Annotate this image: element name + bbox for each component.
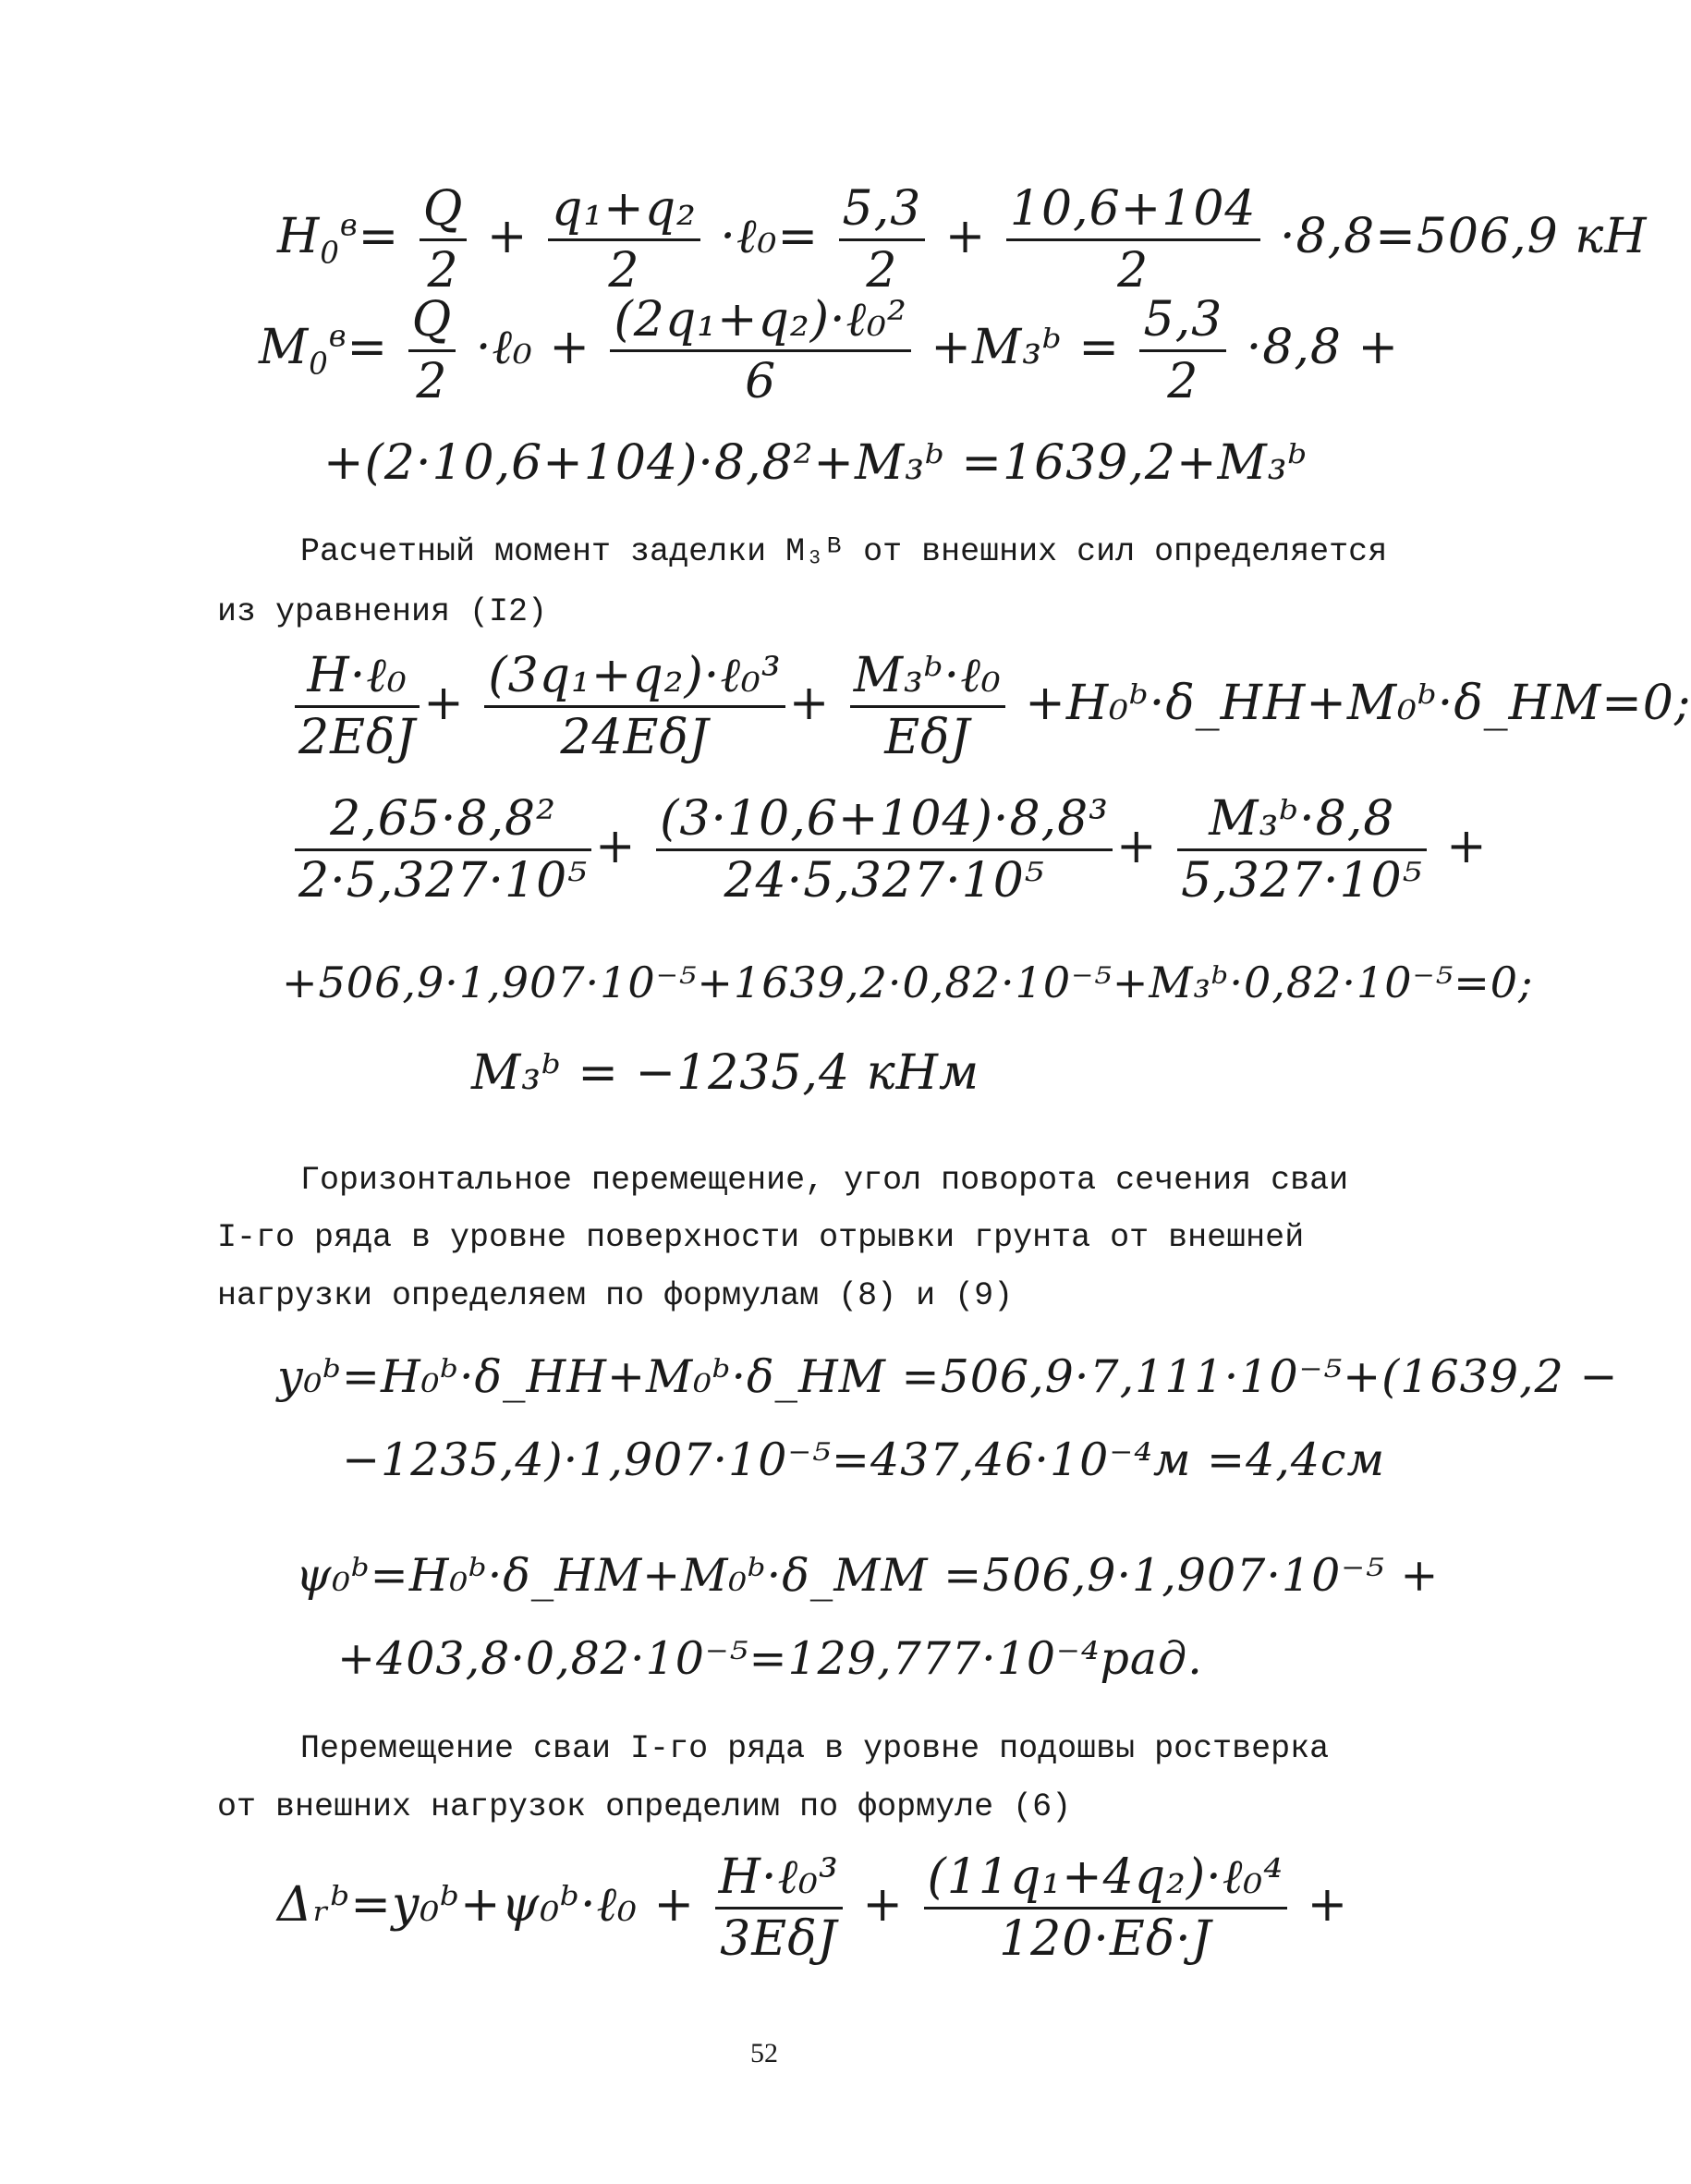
fraction: $\frac{5,3}{2}$ (1139, 296, 1226, 406)
formula-m0: $M_0^в=$ $\frac{Q}{2}$ ·ℓ₀ + $\frac{\text{(2q₁+q₂)·ℓ₀²}}{6}$ +M₃ᵇ = $\frac{5,3}{2}$ ·8,8 + (259, 292, 1400, 409)
fraction: $\frac{10,6+104}{2}$ (1006, 185, 1260, 295)
formula-psi0-line2: +403,8·0,82·10⁻⁵=129,777·10⁻⁴рад. (337, 1632, 1203, 1685)
paragraph-line: Перемещение сваи I-го ряда в уровне подошвы ростверка (300, 1730, 1330, 1767)
fraction: $\frac{\text{(3·10,6+104)·8,8³}}{\text{24·5,327·10⁵}}$ (656, 795, 1113, 905)
paragraph-line: Расчетный момент заделки M₃ᴮ от внешних сил определяется (300, 533, 1388, 570)
formula-m0-line2: +(2·10,6+104)·8,8²+M₃ᵇ =1639,2+M₃ᵇ (323, 435, 1308, 491)
paragraph-line: от внешних нагрузок определим по формуле (6) (217, 1788, 1072, 1825)
formula-h0: $H_0^в=$ $\frac{Q}{2}$ + $\frac{\text{q₁+q₂}}{2}$ ·ℓ₀= $\frac{5,3}{2}$ + $\frac{10,6+104}{2}$ ·8,8=506,9 кН (277, 181, 1648, 299)
fraction: $\frac{Q}{2}$ (420, 185, 468, 295)
fraction: $\frac{5,3}{2}$ (839, 185, 926, 295)
formula-eq12-numeric: $\frac{\text{2,65·8,8²}}{\text{2·5,327·10⁵}}$ + $\frac{\text{(3·10,6+104)·8,8³}}{\text{24·5,327·10⁵}}$ + $\frac{\text{M₃ᵇ·8,8}}{\text{5,327·10⁵}}$ + (291, 795, 1488, 905)
fraction: $\frac{\text{(11q₁+4q₂)·ℓ₀⁴}}{120\cdot E\delta\cdot J}$ (924, 1853, 1288, 1963)
formula-y0-line2: −1235,4)·1,907·10⁻⁵=437,46·10⁻⁴м =4,4см (342, 1434, 1386, 1486)
formula-delta: Δᵣᵇ=y₀ᵇ+ψ₀ᵇ·ℓ₀ + $\frac{\text{H·ℓ₀³}}{\text{3EδJ}}$ + $\frac{\text{(11q₁+4q₂)·ℓ₀⁴}}{120\cdot E\delta\cdot J}$ + (277, 1849, 1349, 1967)
paragraph-line: из уравнения (I2) (217, 593, 548, 630)
fraction: $\frac{\text{M₃ᵇ·8,8}}{\text{5,327·10⁵}}$ (1177, 795, 1426, 905)
fraction: $\frac{\text{M₃ᵇ·ℓ₀}}{\text{EδJ}}$ (850, 652, 1005, 762)
formula-eq12-line2: +506,9·1,907·10⁻⁵+1639,2·0,82·10⁻⁵+M₃ᵇ·0,82·10⁻⁵=0; (282, 958, 1534, 1007)
fraction: $\frac{\text{H·ℓ₀³}}{\text{3EδJ}}$ (715, 1853, 843, 1963)
paragraph-line: нагрузки определяем по формулам (8) и (9) (217, 1277, 1014, 1314)
fraction: $\frac{\text{2,65·8,8²}}{\text{2·5,327·10⁵}}$ (295, 795, 591, 905)
formula-psi0: ψ₀ᵇ=H₀ᵇ·δ_HM+M₀ᵇ·δ_MM =506,9·1,907·10⁻⁵ + (296, 1549, 1440, 1602)
formula-y0: y₀ᵇ=H₀ᵇ·δ_HH+M₀ᵇ·δ_HM =506,9·7,111·10⁻⁵+(1639,2 − (277, 1350, 1619, 1403)
paragraph-line: Горизонтальное перемещение, угол поворота сечения сваи (300, 1162, 1349, 1199)
formula-m3-result: M₃ᵇ = −1235,4 кНм (471, 1045, 980, 1101)
fraction: $\frac{\text{H·ℓ₀}}{\text{2EδJ}}$ (295, 652, 420, 762)
fraction: $\frac{\text{(2q₁+q₂)·ℓ₀²}}{6}$ (610, 296, 910, 406)
page-number: 52 (750, 2038, 778, 2068)
formula-eq12: $\frac{\text{H·ℓ₀}}{\text{2EδJ}}$ + $\frac{\text{(3q₁+q₂)·ℓ₀³}}{\text{24EδJ}}$ + $\frac{\text{M₃ᵇ·ℓ₀}}{\text{EδJ}}$ +H₀ᵇ·δ_HH+M₀ᵇ·δ_HM=0; (291, 652, 1691, 762)
fraction: $\frac{\text{q₁+q₂}}{2}$ (548, 185, 700, 295)
fraction: $\frac{\text{(3q₁+q₂)·ℓ₀³}}{\text{24EδJ}}$ (484, 652, 785, 762)
fraction: $\frac{Q}{2}$ (408, 296, 456, 406)
paragraph-line: I-го ряда в уровне поверхности отрывки грунта от внешней (217, 1219, 1305, 1256)
